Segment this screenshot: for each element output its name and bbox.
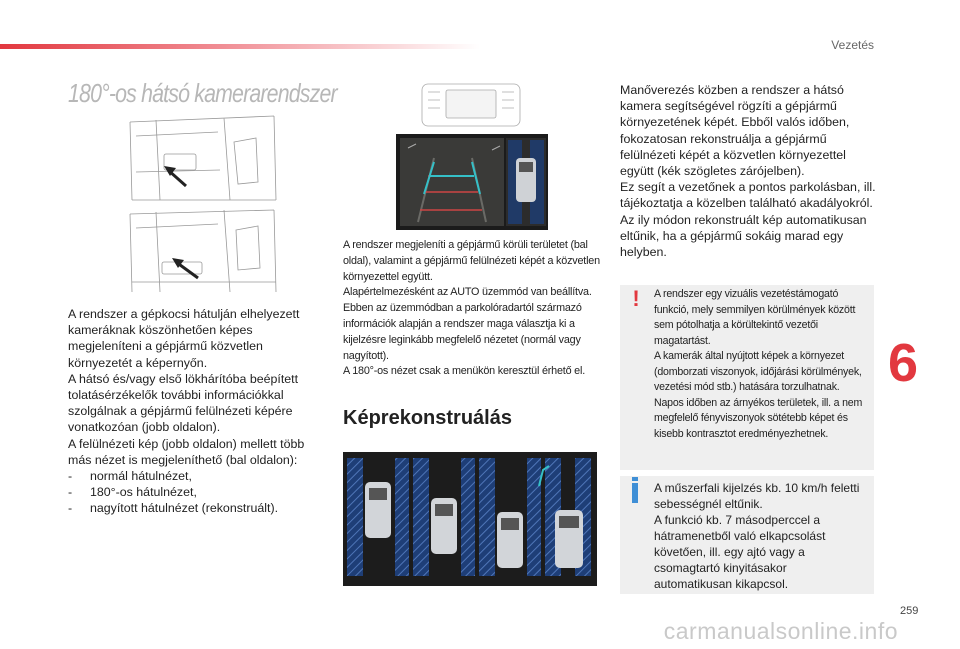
page-number: 259: [900, 605, 919, 617]
intro-paragraph-1: A rendszer a gépkocsi hátulján elhelyezett kameráknak köszönhetően képes megjeleníteni a gépjármű közvetlen környezetét a képernyőn.: [68, 307, 300, 370]
caption-paragraph-1: A rendszer megjeleníti a gépjármű körüli területet (bal oldal), valamint a gépjármű felülnézeti képét a közvetlen környezettel együtt.: [343, 239, 600, 283]
warning-icon: !: [632, 286, 640, 311]
reconstruction-paragraph-1: Manőverezés közben a rendszer a hátsó kamera segítségével rögzíti a gépjármű környezetének képét. Ebből valós időben, fokozatosan rekonstruálja a gépjármű felülnézeti képét a közvetlen környezettel együtt (kék szögletes zárójelben).: [620, 83, 850, 179]
image-reconstruction-illustration: [343, 452, 597, 586]
info-paragraph-2: A funkció kb. 7 másodperccel a hátramenetből való elkapcsolást követően, ill. egy ajtó vagy a csomagtartó kinyitásakor automatikusan kikapcsol.: [654, 513, 826, 591]
section-heading: Képrekonstruálás: [343, 407, 512, 429]
list-item: - nagyított hátulnézet (rekonstruált).: [68, 500, 326, 516]
caption-paragraph-4: A 180°-os nézet csak a menükön keresztül érhető el.: [343, 365, 585, 378]
warning-paragraph-3: Napos időben az árnyékos területek, ill. a nem megfelelő fényviszonyok sötétebb képet és kisebb kontrasztot eredményezhetnek.: [654, 396, 863, 440]
view-list: [68, 468, 326, 517]
header-accent-bar: [0, 44, 480, 49]
van-rear-camera-illustration: [126, 112, 278, 296]
info-icon: [632, 483, 638, 503]
warning-paragraph-1: A rendszer egy vizuális vezetéstámogató funkció, mely semmilyen körülmények között sem pótolhatja a körültekintő vezetői magatartást.: [654, 288, 856, 347]
reconstruction-text: [620, 82, 876, 260]
caption-paragraph-3: Ebben az üzemmódban a parkolóradartól származó információk alapján a rendszer maga választja ki a kijelzésre leginkább megfelelő nézetet (normál vagy nagyított).: [343, 302, 582, 362]
section-label: Vezetés: [831, 38, 874, 52]
info-paragraph-1: A műszerfali kijelzés kb. 10 km/h feletti sebességnél eltűnik.: [654, 481, 860, 511]
caption-paragraph-2: Alapértelmezésként az AUTO üzemmód van beállítva.: [343, 286, 592, 299]
camera-caption: [343, 238, 605, 380]
watermark: carmanualsonline.info: [663, 618, 898, 644]
intro-paragraph-3: A felülnézeti kép (jobb oldalon) mellett több más nézet is megjeleníthető (bal oldalon):: [68, 436, 305, 467]
list-item: - 180°-os hátulnézet,: [68, 484, 326, 500]
intro-text: [68, 306, 326, 517]
dashboard-screen-illustration: [394, 82, 550, 230]
info-text: [654, 480, 868, 592]
reconstruction-paragraph-2: Ez segít a vezetőnek a pontos parkolásban, ill. tájékoztatja a közelben található akadályokról. Az ily módon rekonstruált kép automatikusan eltűnik, ha a gépjármű sokáig marad egy helyben.: [620, 180, 876, 260]
page-title: 180°-os hátsó kamerarendszer: [68, 78, 337, 108]
list-item: - normál hátulnézet,: [68, 468, 326, 484]
warning-paragraph-2: A kamerák által nyújtott képek a környezet (domborzati viszonyok, időjárási körülmények, vezetési mód stb.) hatására torzulhatnak.: [654, 350, 862, 393]
intro-paragraph-2: A hátsó és/vagy első lökhárítóba beépített tolatásérzékelők további információkkal szolgálnak a gépjármű felülnézeti képére vonatkozóan (jobb oldalon).: [68, 371, 299, 435]
warning-text: [654, 287, 870, 442]
chapter-number: 6: [888, 333, 919, 393]
